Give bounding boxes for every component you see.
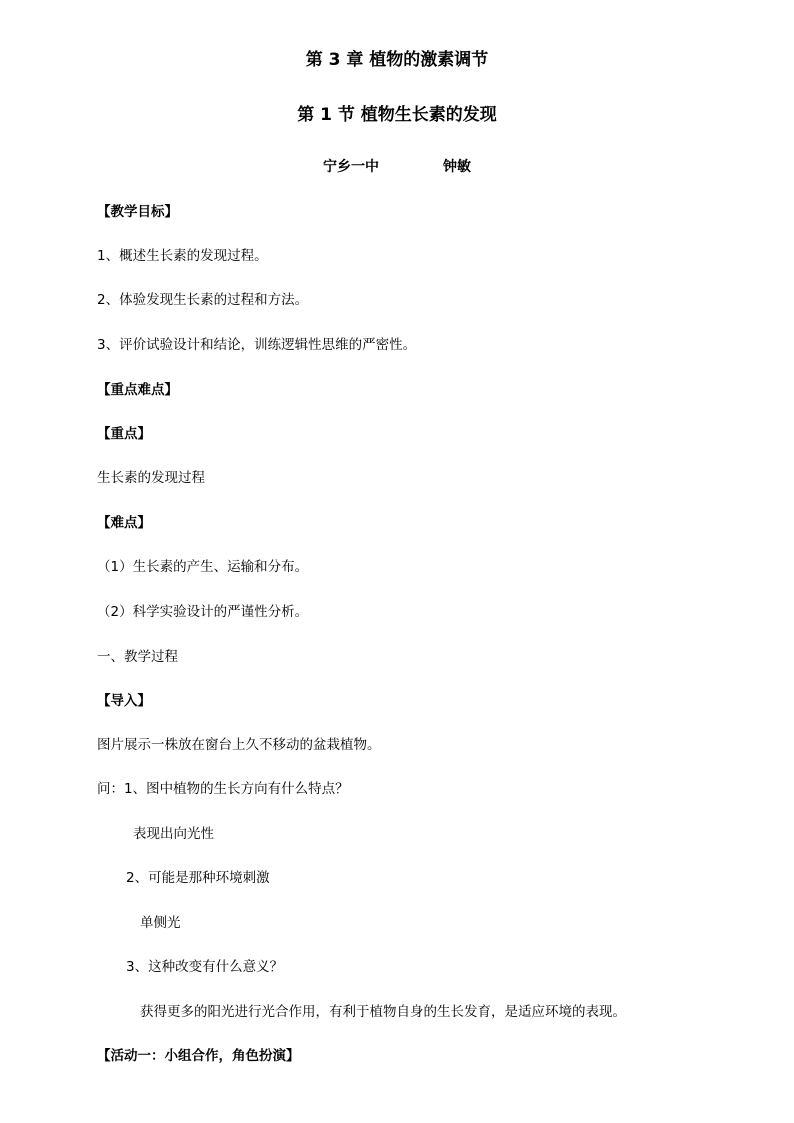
question-2: 2、可能是那种环境刺激 (126, 870, 270, 886)
author-line (0, 156, 794, 176)
intro-text: 图片展示一株放在窗台上久不移动的盆栽植物。 (97, 737, 381, 753)
objectives-heading: 【教学目标】 (97, 204, 178, 220)
difficulty-item: （1）生长素的产生、运输和分布。 (97, 559, 309, 575)
difficulty-heading: 【难点】 (97, 515, 151, 531)
activity-heading: 【活动一：小组合作，角色扮演】 (97, 1048, 300, 1064)
answer-2: 单侧光 (140, 915, 181, 931)
answer-1: 表现出向光性 (133, 826, 214, 842)
key-heading: 【重点】 (97, 426, 151, 442)
objective-item: 3、评价试验设计和结论，训练逻辑性思维的严密性。 (97, 337, 417, 353)
section-title: 第 1 节 植物生长素的发现 (297, 105, 497, 125)
question-3: 3、这种改变有什么意义？ (126, 959, 284, 975)
chapter-title: 第 3 章 植物的激素调节 (305, 50, 489, 70)
answer-3: 获得更多的阳光进行光合作用，有利于植物自身的生长发育，是适应环境的表现。 (140, 1004, 626, 1020)
difficulty-item: （2）科学实验设计的严谨性分析。 (97, 604, 309, 620)
key-text: 生长素的发现过程 (97, 470, 205, 486)
objective-item: 2、体验发现生长素的过程和方法。 (97, 292, 309, 308)
teacher-name: 钟敏 (443, 159, 471, 175)
key-points-heading: 【重点难点】 (97, 382, 178, 398)
process-heading: 一、教学过程 (97, 649, 178, 665)
question-1: 问：1、图中植物的生长方向有什么特点？ (97, 781, 349, 797)
school-name: 宁乡一中 (323, 159, 379, 175)
objective-item: 1、概述生长素的发现过程。 (97, 248, 268, 264)
intro-heading: 【导入】 (97, 693, 151, 709)
